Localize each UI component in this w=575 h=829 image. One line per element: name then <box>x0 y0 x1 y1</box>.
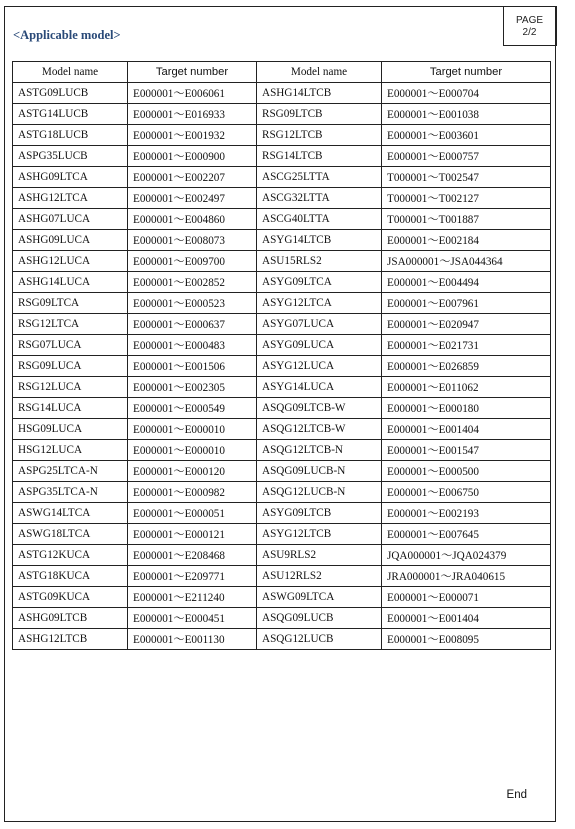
target-number-cell: E000001～E000121 <box>128 524 257 545</box>
model-name-cell: RSG07LUCA <box>13 335 128 356</box>
target-number-cell: E000001～E000704 <box>382 83 551 104</box>
target-number-cell: E000001～E001404 <box>382 419 551 440</box>
table-row <box>13 482 551 503</box>
model-name-cell: ASTG09KUCA <box>13 587 128 608</box>
model-name-cell: ASPG35LUCB <box>13 146 128 167</box>
target-number-cell: E000001～E002852 <box>128 272 257 293</box>
target-number-cell: JQA000001～JQA024379 <box>382 545 551 566</box>
target-number-cell: E000001～E002207 <box>128 167 257 188</box>
model-name-cell: ASQG12LUCB-N <box>257 482 382 503</box>
table-body <box>13 83 551 650</box>
model-name-cell: ASQG09LUCB-N <box>257 461 382 482</box>
target-number-cell: E000001～E001130 <box>128 629 257 650</box>
model-name-cell: ASQG12LTCB-N <box>257 440 382 461</box>
table-row <box>13 587 551 608</box>
model-name-cell: ASWG09LTCA <box>257 587 382 608</box>
model-name-cell: ASCG32LTTA <box>257 188 382 209</box>
table-header-row <box>13 62 551 83</box>
model-name-cell: RSG09LTCA <box>13 293 128 314</box>
table-row <box>13 356 551 377</box>
page-number: 2/2 <box>522 26 537 38</box>
column-header-target-number: Target number <box>382 62 551 83</box>
table-row <box>13 377 551 398</box>
column-header-target-number: Target number <box>128 62 257 83</box>
model-name-cell: ASHG14LTCB <box>257 83 382 104</box>
table-row <box>13 545 551 566</box>
table-row <box>13 209 551 230</box>
model-name-cell: ASWG14LTCA <box>13 503 128 524</box>
target-number-cell: E000001～E006061 <box>128 83 257 104</box>
table-row <box>13 125 551 146</box>
target-number-cell: E000001～E004860 <box>128 209 257 230</box>
target-number-cell: E000001～E016933 <box>128 104 257 125</box>
target-number-cell: E000001～E211240 <box>128 587 257 608</box>
target-number-cell: E000001～E000900 <box>128 146 257 167</box>
table-row <box>13 83 551 104</box>
table-row <box>13 419 551 440</box>
model-name-cell: ASHG09LUCA <box>13 230 128 251</box>
target-number-cell: E000001～E000180 <box>382 398 551 419</box>
target-number-cell: E000001～E000010 <box>128 440 257 461</box>
target-number-cell: E000001～E000071 <box>382 587 551 608</box>
model-name-cell: RSG09LUCA <box>13 356 128 377</box>
target-number-cell: JSA000001～JSA044364 <box>382 251 551 272</box>
target-number-cell: E000001～E021731 <box>382 335 551 356</box>
column-header-model-name: Model name <box>13 62 128 83</box>
model-name-cell: ASHG12LTCA <box>13 188 128 209</box>
model-name-cell: ASU9RLS2 <box>257 545 382 566</box>
model-name-cell: RSG12LUCA <box>13 377 128 398</box>
table-row <box>13 314 551 335</box>
target-number-cell: E000001～E001506 <box>128 356 257 377</box>
target-number-cell: T000001～T002547 <box>382 167 551 188</box>
target-number-cell: E000001～E009700 <box>128 251 257 272</box>
target-number-cell: T000001～T001887 <box>382 209 551 230</box>
target-number-cell: E000001～E003601 <box>382 125 551 146</box>
model-name-cell: ASTG18KUCA <box>13 566 128 587</box>
table-row <box>13 293 551 314</box>
table-row <box>13 566 551 587</box>
model-name-cell: ASTG09LUCB <box>13 83 128 104</box>
target-number-cell: JRA000001～JRA040615 <box>382 566 551 587</box>
target-number-cell: E000001～E000549 <box>128 398 257 419</box>
model-name-cell: HSG09LUCA <box>13 419 128 440</box>
target-number-cell: E000001～E002305 <box>128 377 257 398</box>
target-number-cell: E000001～E000637 <box>128 314 257 335</box>
model-name-cell: RSG14LTCB <box>257 146 382 167</box>
model-name-cell: RSG14LUCA <box>13 398 128 419</box>
target-number-cell: E000001～E007645 <box>382 524 551 545</box>
target-number-cell: E000001～E001038 <box>382 104 551 125</box>
model-name-cell: ASTG18LUCB <box>13 125 128 146</box>
table-row <box>13 104 551 125</box>
target-number-cell: T000001～T002127 <box>382 188 551 209</box>
model-name-cell: ASPG25LTCA-N <box>13 461 128 482</box>
model-name-cell: ASYG14LTCB <box>257 230 382 251</box>
model-name-cell: ASTG14LUCB <box>13 104 128 125</box>
model-name-cell: ASHG07LUCA <box>13 209 128 230</box>
model-name-cell: ASYG14LUCA <box>257 377 382 398</box>
model-name-cell: HSG12LUCA <box>13 440 128 461</box>
model-name-cell: ASYG12LUCA <box>257 356 382 377</box>
table-row <box>13 188 551 209</box>
table-row <box>13 251 551 272</box>
table-row <box>13 272 551 293</box>
model-name-cell: ASWG18LTCA <box>13 524 128 545</box>
table-row <box>13 461 551 482</box>
target-number-cell: E000001～E002184 <box>382 230 551 251</box>
model-name-cell: ASHG09LTCB <box>13 608 128 629</box>
column-header-model-name: Model name <box>257 62 382 83</box>
target-number-cell: E000001～E001404 <box>382 608 551 629</box>
table-row <box>13 608 551 629</box>
model-name-cell: RSG12LTCA <box>13 314 128 335</box>
document-page <box>4 6 556 822</box>
model-name-cell: ASYG09LTCB <box>257 503 382 524</box>
target-number-cell: E000001～E004494 <box>382 272 551 293</box>
target-number-cell: E000001～E000523 <box>128 293 257 314</box>
section-title: <Applicable model> <box>13 28 121 42</box>
model-name-cell: ASQG12LTCB-W <box>257 419 382 440</box>
table-row <box>13 167 551 188</box>
model-name-cell: ASQG09LTCB-W <box>257 398 382 419</box>
table-row <box>13 335 551 356</box>
target-number-cell: E000001～E007961 <box>382 293 551 314</box>
target-number-cell: E000001～E000451 <box>128 608 257 629</box>
target-number-cell: E000001～E008095 <box>382 629 551 650</box>
table-row <box>13 146 551 167</box>
model-name-cell: RSG09LTCB <box>257 104 382 125</box>
model-name-cell: ASU12RLS2 <box>257 566 382 587</box>
table-row <box>13 440 551 461</box>
table-row <box>13 230 551 251</box>
table-row <box>13 503 551 524</box>
table-row <box>13 398 551 419</box>
applicable-model-table <box>12 61 551 650</box>
target-number-cell: E000001～E001932 <box>128 125 257 146</box>
target-number-cell: E000001～E002193 <box>382 503 551 524</box>
target-number-cell: E000001～E020947 <box>382 314 551 335</box>
target-number-cell: E000001～E000010 <box>128 419 257 440</box>
target-number-cell: E000001～E000120 <box>128 461 257 482</box>
model-name-cell: ASHG12LTCB <box>13 629 128 650</box>
target-number-cell: E000001～E006750 <box>382 482 551 503</box>
target-number-cell: E000001～E208468 <box>128 545 257 566</box>
model-name-cell: ASCG40LTTA <box>257 209 382 230</box>
target-number-cell: E000001～E000757 <box>382 146 551 167</box>
model-name-cell: ASQG12LUCB <box>257 629 382 650</box>
target-number-cell: E000001～E000051 <box>128 503 257 524</box>
model-name-cell: ASYG09LUCA <box>257 335 382 356</box>
target-number-cell: E000001～E002497 <box>128 188 257 209</box>
page-label: PAGE <box>515 14 544 26</box>
target-number-cell: E000001～E000483 <box>128 335 257 356</box>
model-name-cell: ASTG12KUCA <box>13 545 128 566</box>
target-number-cell: E000001～E209771 <box>128 566 257 587</box>
model-name-cell: ASHG14LUCA <box>13 272 128 293</box>
table-row <box>13 629 551 650</box>
target-number-cell: E000001～E000500 <box>382 461 551 482</box>
model-name-cell: ASU15RLS2 <box>257 251 382 272</box>
model-name-cell: ASYG09LTCA <box>257 272 382 293</box>
page-indicator <box>503 6 557 46</box>
end-label: End <box>506 789 527 801</box>
model-name-cell: RSG12LTCB <box>257 125 382 146</box>
model-name-cell: ASHG12LUCA <box>13 251 128 272</box>
model-name-cell: ASPG35LTCA-N <box>13 482 128 503</box>
target-number-cell: E000001～E001547 <box>382 440 551 461</box>
target-number-cell: E000001～E026859 <box>382 356 551 377</box>
model-name-cell: ASYG12LTCB <box>257 524 382 545</box>
model-name-cell: ASCG25LTTA <box>257 167 382 188</box>
target-number-cell: E000001～E008073 <box>128 230 257 251</box>
target-number-cell: E000001～E011062 <box>382 377 551 398</box>
model-name-cell: ASYG12LTCA <box>257 293 382 314</box>
model-name-cell: ASHG09LTCA <box>13 167 128 188</box>
target-number-cell: E000001～E000982 <box>128 482 257 503</box>
table-row <box>13 524 551 545</box>
model-name-cell: ASYG07LUCA <box>257 314 382 335</box>
model-name-cell: ASQG09LUCB <box>257 608 382 629</box>
